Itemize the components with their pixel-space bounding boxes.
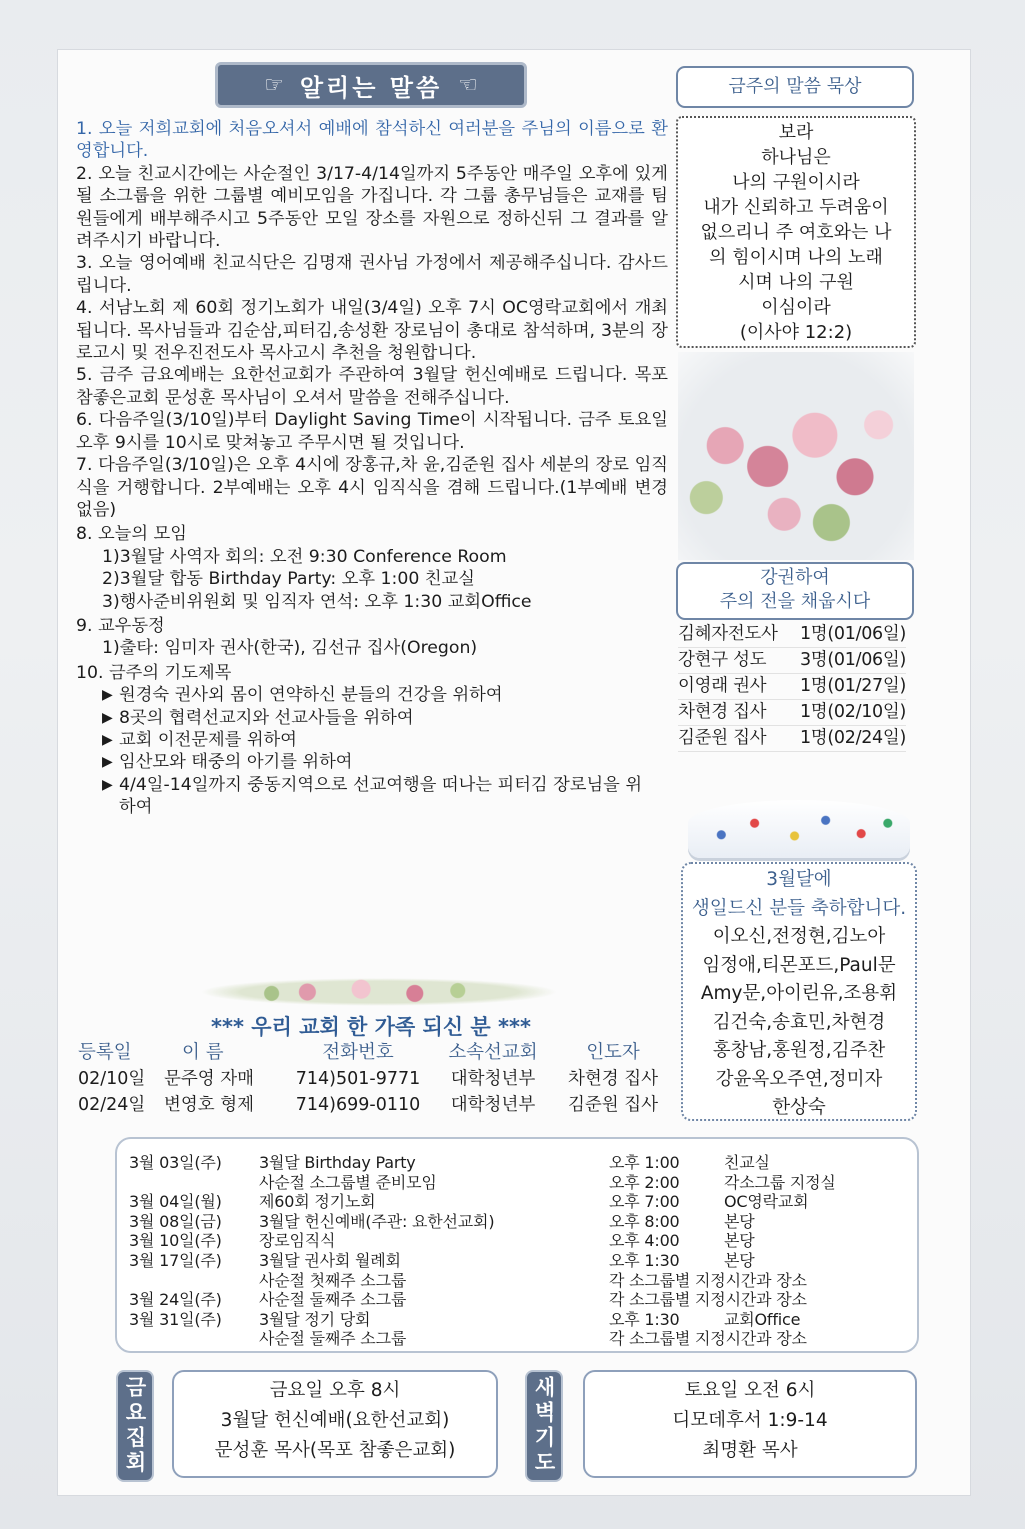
friday-meeting-box	[172, 1370, 498, 1478]
birthday-names: 김건숙,송효민,차현경	[712, 1011, 886, 1033]
new-family-table	[78, 1040, 668, 1118]
friday-time: 금요일 오후 8시	[269, 1380, 401, 1401]
friday-meeting-label: 금요집회	[116, 1370, 154, 1482]
notice-title: 알리는 말씀	[299, 73, 443, 102]
schedule-row: 3월 08일(금) 3월달 헌신예배(주관: 요한선교회) 오후 8:00 본당	[129, 1211, 755, 1231]
dawn-time: 토요일 오전 6시	[684, 1380, 816, 1401]
meeting-item: 2)3월달 합동 Birthday Party: 오후 1:00 친교실	[102, 569, 475, 590]
verse-line: 내가 신뢰하고 두려움이	[703, 197, 889, 218]
schedule-row: 사순절 소그룹별 준비모임 오후 2:00 각소그룹 지정실	[259, 1172, 836, 1192]
friday-speaker: 문성훈 목사(목포 참좋은교회)	[214, 1440, 456, 1461]
news-item: 1)출타: 임미자 권사(한국), 김선규 집사(Oregon)	[102, 638, 478, 659]
notice-item-5: 5. 금주 금요예배는 요한선교회가 주관하여 3월달 헌신예배로 드립니다. 목포참좋은교회 문성훈 목사님이 오셔서 말씀을 전해주십니다.	[76, 365, 668, 408]
triangle-bullet-icon: ▶	[102, 754, 113, 771]
verse-line: 하나님은	[761, 147, 831, 168]
prayer-item: ▶ 임산모와 태중의 아기를 위하여	[102, 752, 353, 773]
notice-item-6: 6. 다음주일(3/10일)부터 Daylight Saving Time이 시작됩니다. 금주 토요일 오후 9시를 10시로 맞쳐놓고 주무시면 될 것입니다.	[76, 410, 668, 453]
prayer-item: ▶ 8곳의 협력선교지와 선교사들을 위하여	[102, 707, 414, 728]
evangelism-title-line: 주의 전을 채웁시다	[719, 591, 871, 612]
prayer-item: ▶ 원경숙 권사외 몸이 연약하신 분들의 건강을 위하여	[102, 685, 503, 706]
schedule-row: 3월 17일(주) 3월달 권사회 월례회 오후 1:30 본당	[129, 1250, 755, 1270]
evangelism-title-line: 강권하여	[760, 567, 830, 588]
list-item: 차현경 집사 1명(02/10일)	[678, 700, 906, 726]
new-family-title: *** 우리 교회 한 가족 되신 분 ***	[211, 1015, 531, 1039]
flower-bouquet-image	[678, 352, 914, 560]
verse-line: 보라	[778, 122, 814, 143]
verse-line: 의 힘이시며 나의 노래	[709, 247, 883, 268]
dawn-prayer-box	[583, 1370, 917, 1478]
schedule-row: 3월 31일(주) 3월달 정기 당회 오후 1:30 교회Office	[129, 1309, 801, 1329]
schedule-list	[129, 1153, 889, 1349]
pointing-hand-left-icon: ☜	[458, 72, 478, 98]
schedule-row: 사순절 첫째주 소그룹 각 소그룹별 지정시간과 장소	[259, 1270, 807, 1290]
birthday-names: 강윤옥오주연,정미자	[715, 1068, 883, 1090]
notice-item-2: 2. 오늘 친교시간에는 사순절인 3/17-4/14일까지 5주동안 매주일 오후에 있게될 소그룹을 위한 그룹별 예비모임을 가집니다. 각 그룹 총무님들은 교재를 팀원들에게 배부해주시고 5주동안 모일 장소를 자원으로 정하신뒤 그 결과를 알려주시기 바랍니다.	[76, 163, 668, 252]
dawn-scripture: 디모데후서 1:9-14	[672, 1410, 828, 1431]
news-title: 9. 교우동정	[76, 615, 165, 636]
triangle-bullet-icon: ▶	[102, 709, 113, 726]
verse-title-box	[676, 66, 914, 108]
list-item: 김혜자전도사 1명(01/06일)	[678, 622, 906, 648]
birthday-names: Amy문,아이린유,조용휘	[700, 983, 898, 1004]
schedule-row: 3월 10일(주) 장로임직식 오후 4:00 본당	[129, 1231, 755, 1251]
schedule-row: 3월 04일(월) 제60회 정기노회 오후 7:00 OC영락교회	[129, 1192, 809, 1212]
verse-title: 금주의 말씀 묵상	[728, 76, 862, 97]
meeting-title: 8. 오늘의 모임	[76, 524, 187, 545]
notice-list	[76, 118, 668, 819]
triangle-bullet-icon: ▶	[102, 687, 113, 704]
verse-line: 이심이라	[761, 297, 831, 318]
prayer-item: ▶ 교회 이전문제를 위하여	[102, 729, 297, 750]
triangle-bullet-icon: ▶	[102, 731, 113, 748]
dawn-prayer-label: 새벽기도	[525, 1370, 563, 1482]
schedule-row: 3월 24일(주) 사순절 둘째주 소그룹 각 소그룹별 지정시간과 장소	[129, 1290, 807, 1310]
triangle-bullet-icon: ▶	[102, 776, 113, 793]
flower-garland-image	[200, 978, 558, 1006]
prayer-title: 10. 금주의 기도제목	[76, 662, 232, 683]
verse-line: 시며 나의 구원	[738, 272, 854, 293]
verse-line: 나의 구원이시라	[732, 172, 860, 193]
meeting-item: 1)3월달 사역자 회의: 오전 9:30 Conference Room	[102, 546, 507, 567]
notice-item-7: 7. 다음주일(3/10일)은 오후 4시에 장홍규,차 윤,김준원 집사 세분의 장로 임직식을 거행합니다. 2부예배는 오후 4시 임직식을 겸해 드립니다.(1부예배 변경없음)	[76, 455, 668, 520]
table-row: 02/10일 문주영 자매 714)501-9771 대학청년부 차현경 집사	[78, 1069, 659, 1089]
schedule-row: 3월 03일(주) 3월달 Birthday Party 오후 1:00 친교실	[129, 1153, 770, 1172]
list-item: 강현구 성도 3명(01/06일)	[678, 648, 906, 674]
schedule-row: 사순절 둘째주 소그룹 각 소그룹별 지정시간과 장소	[259, 1329, 807, 1349]
dawn-speaker: 최명환 목사	[702, 1440, 798, 1461]
birthday-names: 홍창남,홍원정,김주찬	[712, 1040, 886, 1061]
notice-item-4: 4. 서남노회 제 60회 정기노회가 내일(3/4일) 오후 7시 OC영락교회에서 개최됩니다. 목사님들과 김순삼,피터김,송성환 장로님이 총대로 참석하며, 3분의 장로고시 및 전우진전도사 목사고시 추천을 청원합니다.	[76, 298, 668, 364]
evangelism-list	[678, 622, 906, 752]
list-item: 이영래 권사 1명(01/27일)	[678, 674, 906, 700]
birthday-names: 한상숙	[772, 1097, 826, 1118]
table-header: 등록일 이 름 전화번호 소속선교회 인도자	[78, 1042, 640, 1063]
verse-reference: (이사야 12:2)	[739, 322, 853, 343]
schedule-box	[115, 1137, 919, 1353]
notice-item-1: 1. 오늘 저희교회에 처음오셔서 예배에 참석하신 여러분을 주님의 이름으로 환영합니다.	[76, 119, 668, 162]
verse-line: 없으리니 주 여호와는 나	[700, 222, 892, 243]
friday-service: 3월달 헌신예배(요한선교회)	[220, 1410, 450, 1431]
birthday-names: 이오신,전정현,김노아	[712, 926, 886, 947]
pointing-hand-right-icon: ☞	[264, 72, 284, 98]
prayer-item: ▶ 4/4일-14일까지 중동지역으로 선교여행을 떠나는 피터김 장로님을 위하여	[102, 774, 643, 818]
meeting-item: 3)행사준비위원회 및 임직자 연석: 오후 1:30 교회Office	[102, 591, 532, 612]
verse-box	[676, 116, 916, 348]
birthday-cake-image	[688, 800, 910, 858]
birthday-title: 3월달에	[766, 869, 832, 890]
birthday-box	[681, 862, 917, 1121]
birthday-subtitle: 생일드신 분들 축하합니다.	[691, 897, 907, 919]
list-item: 김준원 집사 1명(02/24일)	[678, 726, 906, 752]
birthday-names: 임정애,티몬포드,Paul문	[702, 954, 896, 976]
table-row: 02/24일 변영호 형제 714)699-0110 대학청년부 김준원 집사	[78, 1095, 659, 1115]
evangelism-title-box	[676, 562, 914, 620]
notice-item-3: 3. 오늘 영어예배 친교식단은 김명재 권사님 가정에서 제공해주십니다. 감사드립니다.	[76, 253, 668, 296]
notice-header	[215, 62, 527, 108]
